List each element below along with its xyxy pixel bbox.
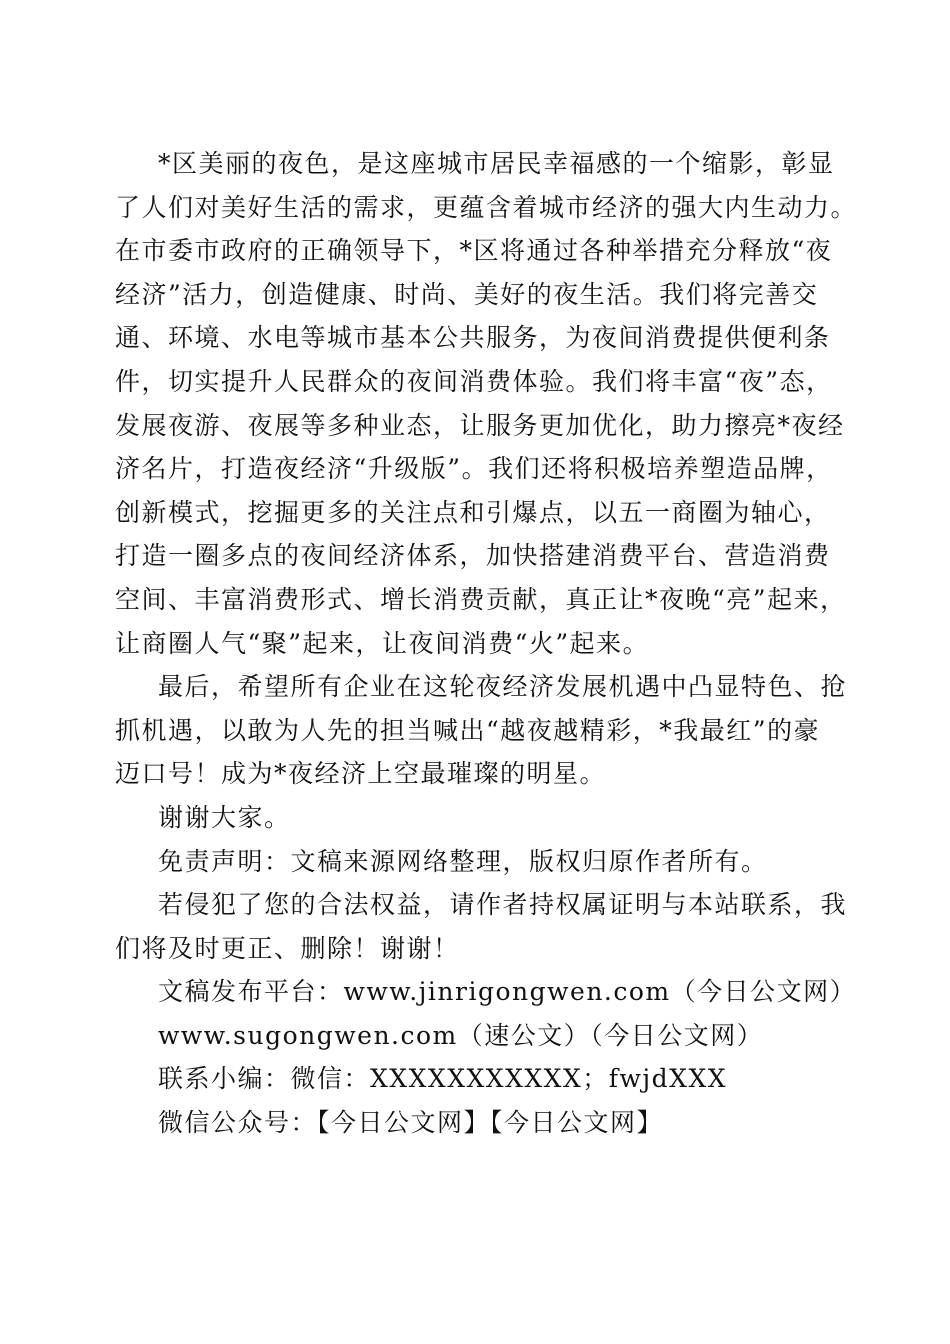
text-line: 空间、丰富消费形式、增长消费贡献，真正让*夜晚“亮”起来， (115, 584, 847, 614)
paragraph-closing-wish (115, 665, 848, 796)
text-line: 发展夜游、夜展等多种业态，让服务更加优化，助力擦亮*夜经 (115, 410, 845, 440)
paragraph-night-economy (115, 142, 858, 665)
disclaimer-line: 免责声明：文稿来源网络整理，版权归原作者所有。 (158, 846, 768, 876)
text-line: 创新模式，挖掘更多的关注点和引爆点，以五一商圈为轴心， (115, 497, 831, 527)
document-body (115, 142, 858, 1145)
text-line: 抓机遇，以敢为人先的担当喊出“越夜越精彩，*我最红”的豪 (115, 715, 821, 745)
text-line: 打造一圈多点的夜间经济体系，加快搭建消费平台、营造消费 (115, 541, 831, 571)
thanks-line: 谢谢大家。 (158, 802, 291, 832)
text-line: 让商圈人气“聚”起来，让夜间消费“火”起来。 (115, 628, 650, 658)
platform-line: 文稿发布平台：www.jinrigongwen.com（今日公文网） (158, 977, 857, 1007)
text-line: 最后，希望所有企业在这轮夜经济发展机遇中凸显特色、抢 (158, 672, 848, 702)
text-line: 件，切实提升人民群众的夜间消费体验。我们将丰富“夜”态， (115, 366, 833, 396)
contact-line: 联系小编：微信：XXXXXXXXXXX；fwjdXXX (158, 1064, 728, 1094)
text-line: 迈口号！成为*夜经济上空最璀璨的明星。 (115, 759, 607, 789)
text-line: 通、环境、水电等城市基本公共服务，为夜间消费提供便利条 (115, 323, 831, 353)
text-line: *区美丽的夜色，是这座城市居民幸福感的一个缩影，彰显 (158, 149, 835, 178)
text-line: 经济”活力，创造健康、时尚、美好的夜生活。我们将完善交 (115, 279, 819, 309)
text-line: 若侵犯了您的合法权益，请作者持权属证明与本站联系，我 (158, 890, 848, 920)
wechat-account-line: 微信公众号：【今日公文网】【今日公文网】 (158, 1108, 664, 1138)
text-line: 在市委市政府的正确领导下，*区将通过各种举措充分释放“夜 (115, 236, 833, 266)
site-line: www.sugongwen.com（速公文）（今日公文网） (158, 1020, 764, 1050)
paragraph-infringement-notice (115, 883, 848, 970)
text-line: 济名片，打造夜经济“升级版”。我们还将积极培养塑造品牌， (115, 454, 833, 484)
text-line: 们将及时更正、删除！谢谢！ (115, 933, 460, 963)
text-line: 了人们对美好生活的需求，更蕴含着城市经济的强大内生动力。 (115, 192, 858, 222)
